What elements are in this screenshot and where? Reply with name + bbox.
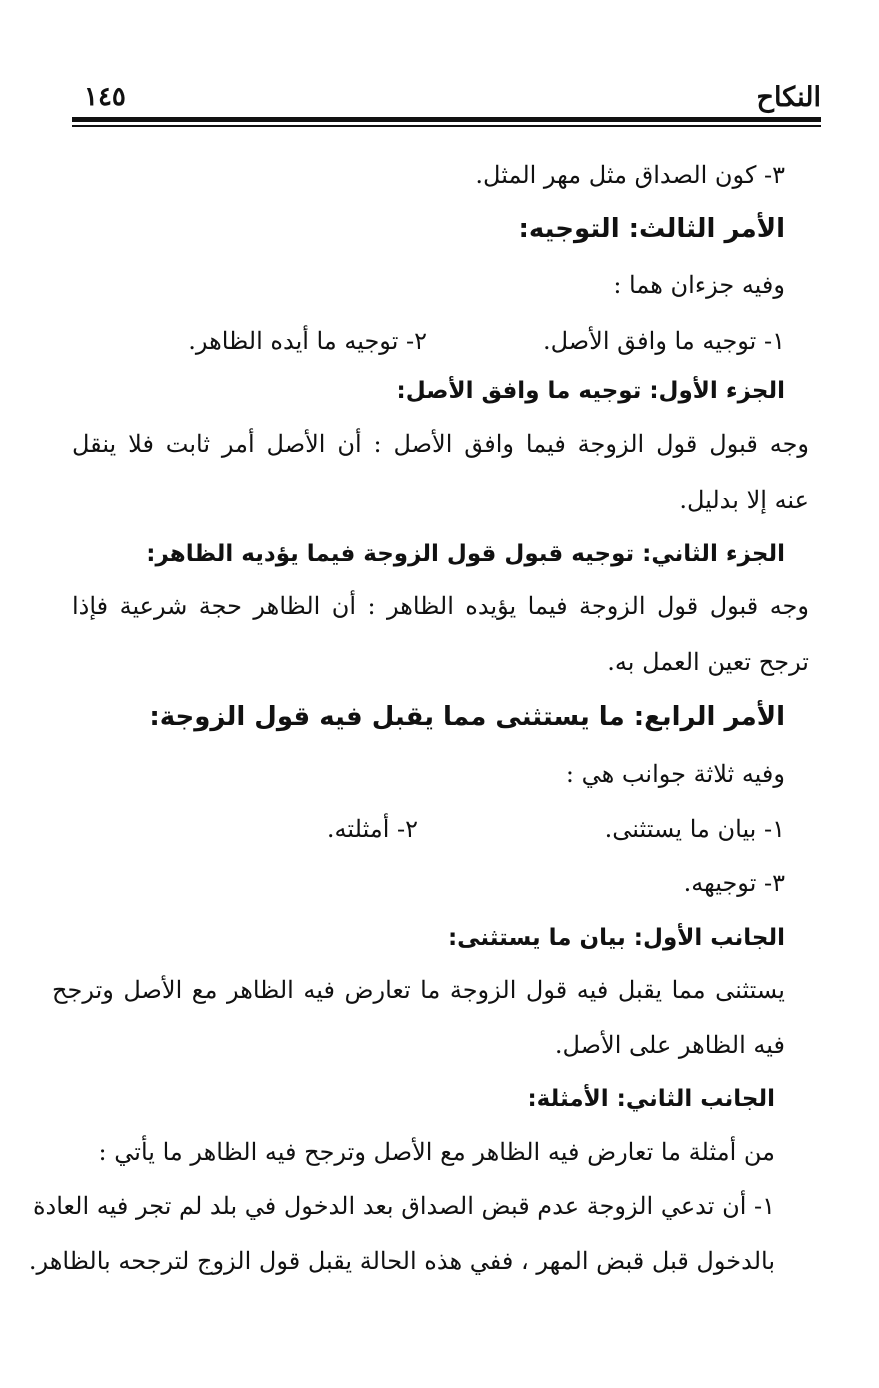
list-item: ٢- أمثلته.: [326, 815, 418, 843]
paragraph-line: عنه إلا بدليل.: [679, 486, 809, 514]
paragraph-line: وجه قبول قول الزوجة فيما وافق الأصل : أن الأصل أمر ثابت فلا ينقل: [72, 430, 809, 458]
subsection-heading: الجزء الثاني: توجيه قبول قول الزوجة فيما يؤديه الظاهر:: [146, 541, 785, 567]
paragraph-line: وجه قبول قول الزوجة فيما يؤيده الظاهر : أن الظاهر حجة شرعية فإذا: [72, 592, 809, 620]
paragraph-line: وفيه جزءان هما :: [613, 271, 785, 299]
paragraph-line: وفيه ثلاثة جوانب هي :: [565, 760, 785, 788]
paragraph-line: يستثنى مما يقبل فيه قول الزوجة ما تعارض فيه الظاهر مع الأصل وترجح: [52, 976, 785, 1004]
paragraph-line: بالدخول قبل قبض المهر ، ففي هذه الحالة يقبل قول الزوج لترجحه بالظاهر.: [28, 1247, 775, 1275]
list-item: ٣- كون الصداق مثل مهر المثل.: [475, 161, 785, 189]
list-item: ٣- توجيهه.: [683, 869, 785, 897]
list-item: ١- توجيه ما وافق الأصل.: [543, 327, 785, 355]
list-item: ٢- توجيه ما أيده الظاهر.: [188, 327, 427, 355]
chapter-title: النكاح: [756, 82, 821, 113]
paragraph-line: من أمثلة ما تعارض فيه الظاهر مع الأصل وترجح فيه الظاهر ما يأتي :: [98, 1138, 775, 1166]
list-item: ١- أن تدعي الزوجة عدم قبض الصداق بعد الدخول في بلد لم تجر فيه العادة: [32, 1192, 775, 1220]
list-item: ١- بيان ما يستثنى.: [604, 815, 785, 843]
section-heading: الأمر الثالث: التوجيه:: [518, 214, 785, 244]
section-heading: الأمر الرابع: ما يستثنى مما يقبل فيه قول الزوجة:: [149, 702, 785, 732]
paragraph-line: فيه الظاهر على الأصل.: [554, 1031, 785, 1059]
page-number: ١٤٥: [84, 82, 126, 112]
paragraph-line: ترجح تعين العمل به.: [607, 648, 809, 676]
header-rule-thin: [72, 125, 821, 127]
subsection-heading: الجانب الأول: بيان ما يستثنى:: [447, 925, 785, 951]
subsection-heading: الجزء الأول: توجيه ما وافق الأصل:: [396, 378, 785, 404]
header-rule-thick: [72, 117, 821, 122]
subsection-heading: الجانب الثاني: الأمثلة:: [527, 1086, 775, 1112]
